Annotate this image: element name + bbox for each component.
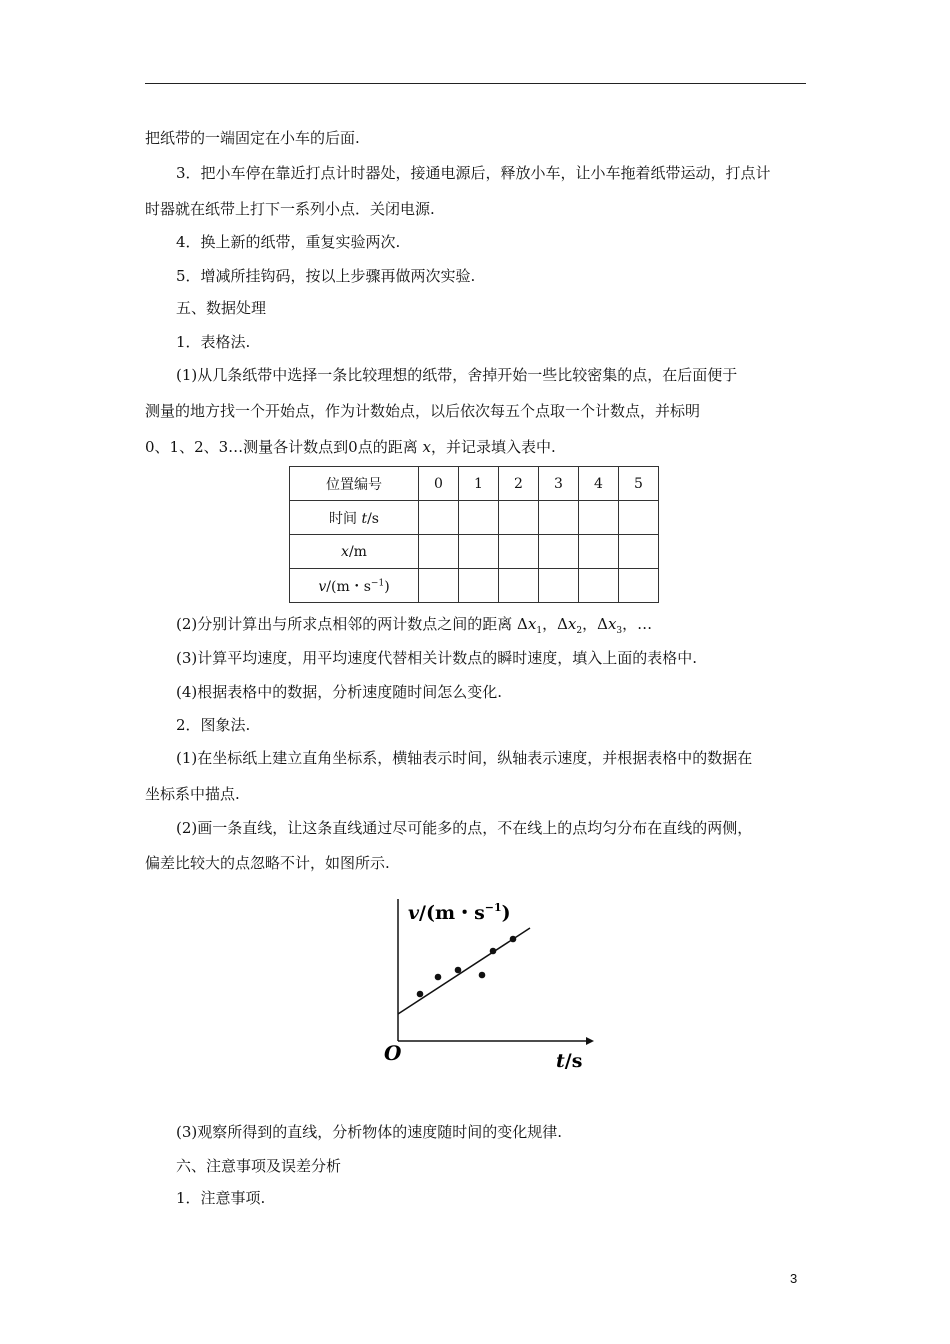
variable-x: x xyxy=(341,543,349,560)
velocity-time-graph xyxy=(376,893,600,1077)
header-rule xyxy=(145,83,806,84)
table-cell xyxy=(459,569,499,603)
table-header-cell: 5 xyxy=(619,467,659,501)
paragraph-line: 时器就在纸带上打下一系列小点．关闭电源. xyxy=(145,200,435,218)
paragraph-line: (4)根据表格中的数据，分析速度随时间怎么变化. xyxy=(176,683,503,701)
text-run: ，并记录填入表中. xyxy=(430,438,556,456)
x-axis-arrow-icon xyxy=(586,1037,594,1045)
table-cell xyxy=(419,501,459,535)
table-header-cell: 3 xyxy=(539,467,579,501)
table-cell xyxy=(459,501,499,535)
variable-x: x xyxy=(527,615,537,633)
paragraph-line xyxy=(145,437,556,457)
table-cell xyxy=(539,569,579,603)
subscript: 1 xyxy=(536,626,543,636)
unit-exponent: −1 xyxy=(370,577,385,588)
unit: /s xyxy=(367,510,379,527)
variable-t: t xyxy=(361,510,368,527)
data-point xyxy=(435,974,442,981)
table-row-label xyxy=(290,569,419,603)
table-row xyxy=(290,569,659,603)
paragraph-line: 坐标系中描点. xyxy=(145,785,240,803)
table-cell xyxy=(419,535,459,569)
variable-x: x xyxy=(567,615,577,633)
table-row xyxy=(290,467,659,501)
fit-line xyxy=(398,928,530,1014)
variable-x: x xyxy=(422,438,431,456)
data-point xyxy=(479,972,486,979)
subheading-table-method: 1．表格法. xyxy=(176,333,251,351)
table-cell xyxy=(459,535,499,569)
table-cell xyxy=(499,535,539,569)
table-cell xyxy=(539,535,579,569)
unit: /(m・s xyxy=(326,578,371,595)
paragraph-line: 把纸带的一端固定在小车的后面. xyxy=(145,129,360,147)
origin-label: O xyxy=(384,1041,402,1065)
paragraph-line: (1)从几条纸带中选择一条比较理想的纸带，舍掉开始一些比较密集的点，在后面便于 xyxy=(176,366,738,384)
table-cell xyxy=(619,535,659,569)
table-header-cell: 位置编号 xyxy=(290,467,419,501)
table-cell xyxy=(499,569,539,603)
table-row-label xyxy=(290,535,419,569)
text-run: (2)分别计算出与所求点相邻的两计数点之间的距离 Δ xyxy=(176,615,528,633)
subheading-notes: 1．注意事项. xyxy=(176,1189,266,1207)
unit: /m xyxy=(348,543,367,560)
data-table xyxy=(289,466,659,603)
step-5-line: 5．增减所挂钩码，按以上步骤再做两次实验. xyxy=(176,267,476,285)
text-run: ，… xyxy=(622,615,653,633)
paragraph-line xyxy=(176,614,652,641)
paragraph-line: (3)观察所得到的直线，分析物体的速度随时间的变化规律. xyxy=(176,1123,563,1141)
x-axis-label: t/s xyxy=(556,1050,583,1072)
section-heading-data-processing: 五、数据处理 xyxy=(176,299,267,317)
table-cell xyxy=(539,501,579,535)
table-header-cell: 2 xyxy=(499,467,539,501)
variable-x: x xyxy=(607,615,617,633)
paragraph-line: (3)计算平均速度，用平均速度代替相关计数点的瞬时速度，填入上面的表格中. xyxy=(176,649,698,667)
table-cell xyxy=(499,501,539,535)
table-cell xyxy=(579,535,619,569)
data-point xyxy=(490,948,497,955)
paragraph-line: 偏差比较大的点忽略不计，如图所示. xyxy=(145,854,390,872)
text-run: ，Δ xyxy=(542,615,568,633)
table-cell xyxy=(419,569,459,603)
table-header-cell: 0 xyxy=(419,467,459,501)
text-run: ，Δ xyxy=(582,615,608,633)
table-row xyxy=(290,501,659,535)
table-cell xyxy=(579,569,619,603)
paragraph-line: 测量的地方找一个开始点，作为计数始点，以后依次每五个点取一个计数点，并标明 xyxy=(145,402,701,420)
text-run: 0、1、2、3…测量各计数点到0点的距离 xyxy=(145,438,418,456)
subscript: 3 xyxy=(616,626,623,636)
subheading-graph-method: 2．图象法. xyxy=(176,716,251,734)
table-cell xyxy=(619,569,659,603)
data-point xyxy=(510,936,517,943)
y-axis-label: v/(m・$s^{-1}$) xyxy=(408,901,511,924)
step-4-line: 4．换上新的纸带，重复实验两次. xyxy=(176,233,401,251)
text-run: 时间 xyxy=(329,510,362,527)
unit: ) xyxy=(384,578,390,595)
table-header-cell: 1 xyxy=(459,467,499,501)
table-header-cell: 4 xyxy=(579,467,619,501)
table-cell xyxy=(579,501,619,535)
table-cell xyxy=(619,501,659,535)
data-point xyxy=(417,991,424,998)
table-row-label xyxy=(290,501,419,535)
step-3-line: 3．把小车停在靠近打点计时器处，接通电源后，释放小车，让小车拖着纸带运动，打点计 xyxy=(176,164,771,182)
variable-v: v xyxy=(318,578,327,595)
table-row xyxy=(290,535,659,569)
data-point xyxy=(455,967,462,974)
paragraph-line: (2)画一条直线，让这条直线通过尽可能多的点，不在线上的点均匀分布在直线的两侧， xyxy=(176,819,753,837)
subscript: 2 xyxy=(576,626,583,636)
section-heading-notes: 六、注意事项及误差分析 xyxy=(176,1157,342,1175)
page-number: 3 xyxy=(790,1271,798,1286)
paragraph-line: (1)在坐标纸上建立直角坐标系，横轴表示时间，纵轴表示速度，并根据表格中的数据在 xyxy=(176,749,753,767)
